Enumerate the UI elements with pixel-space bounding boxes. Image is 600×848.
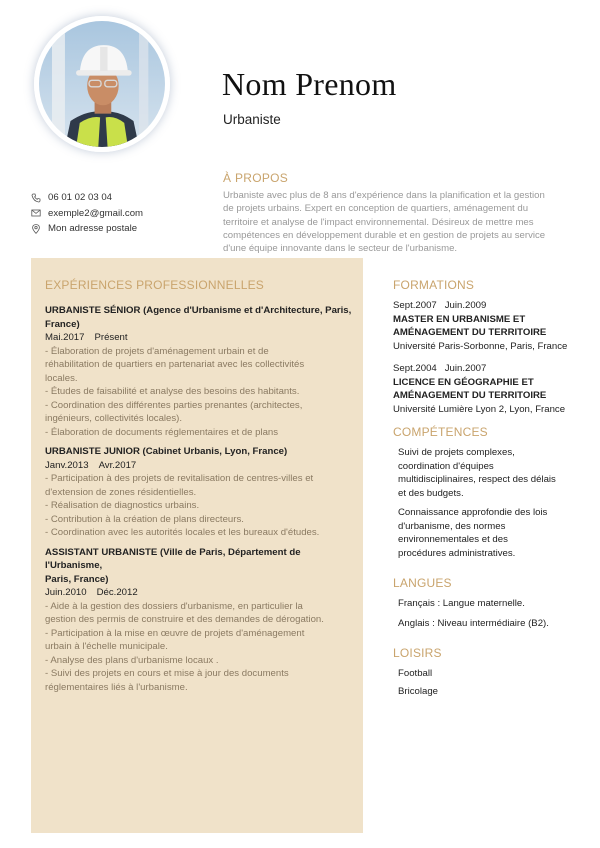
skill-item: [393, 446, 578, 500]
contact-email: [30, 206, 143, 222]
degree-title: AMÉNAGEMENT DU TERRITOIRE: [393, 390, 547, 401]
experience-line: locales.: [45, 372, 78, 384]
skills-heading: COMPÉTENCES: [393, 425, 488, 439]
end-date: Juin.2007: [444, 363, 487, 374]
experience-line: - Contribution à la création de plans directeurs.: [45, 513, 244, 525]
experience-item: [45, 445, 355, 540]
experience-dates: [45, 331, 355, 345]
end-date: Déc.2012: [96, 587, 138, 598]
education-dates: [393, 299, 578, 313]
experience-item: [45, 304, 355, 439]
end-date: Présent: [94, 332, 128, 343]
language-item: Français : Langue maternelle.: [398, 598, 525, 609]
language-item: Anglais : Niveau intermédiaire (B2).: [398, 617, 549, 629]
location-pin-icon: [30, 223, 42, 235]
skill-line: et des budgets.: [398, 487, 464, 499]
experience-line: - Études de faisabilité et analyse des besoins des habitants.: [45, 386, 300, 397]
experience-line: - Réalisation de diagnostics urbains.: [45, 500, 200, 511]
degree-title: AMÉNAGEMENT DU TERRITOIRE: [393, 327, 547, 338]
about-text: [223, 189, 573, 255]
candidate-name: Nom Prenom: [222, 66, 397, 102]
end-date: Avr.2017: [98, 459, 137, 471]
skill-line: procédures administratives.: [398, 547, 516, 559]
about-line: territoire et analyse de l'impact environnemental. Désireux de mettre mes: [223, 216, 534, 228]
profile-photo: [34, 16, 170, 152]
job-title: Urbaniste: [223, 112, 281, 127]
experience-line: gestion des permis de construire et des demandes de dérogation.: [45, 614, 324, 625]
experience-line: - Élaboration de projets d'aménagement urbain et de: [45, 345, 269, 357]
skill-line: d'urbanisme, des normes: [398, 520, 506, 532]
address-text: Mon adresse postale: [48, 223, 138, 235]
experience-panel: [31, 258, 363, 833]
experience-line: - Coordination des différentes parties prenantes (architectes,: [45, 399, 303, 411]
worker-portrait-image: [39, 21, 165, 147]
skill-line: coordination d'équipes: [398, 460, 494, 472]
start-date: Sept.2004: [393, 363, 437, 374]
experience-line: - Analyse des plans d'urbanisme locaux .: [45, 654, 219, 666]
experience-line: - Aide à la gestion des dossiers d'urbanisme, en particulier la: [45, 600, 303, 612]
school-name: Université Paris-Sorbonne, Paris, France: [393, 340, 568, 352]
experience-title: ASSISTANT URBANISTE (Ville de Paris, Département de l'Urbanisme,: [45, 546, 301, 571]
experience-line: - Élaboration de documents réglementaires et de plans: [45, 426, 279, 438]
education-dates: [393, 362, 578, 376]
contact-address: [30, 221, 143, 237]
experience-line: urbain à l'échelle municipale.: [45, 641, 168, 652]
degree-title: MASTER EN URBANISME ET: [393, 313, 526, 325]
experience-line: - Participation à des projets de revitalisation de centres-villes et: [45, 473, 314, 484]
experience-title: URBANISTE SÉNIOR (Agence d'Urbanisme et d'Architecture, Paris,: [45, 305, 352, 316]
about-line: de projets urbains. Expert en conception de quartiers, aménagement du: [223, 203, 529, 215]
skill-line: Connaissance approfondie des lois: [398, 507, 548, 518]
experience-list: [45, 304, 355, 700]
degree-title: LICENCE EN GÉOGRAPHIE ET: [393, 376, 534, 388]
experience-item: [45, 546, 355, 695]
experience-line: réglementaires liés à l'urbanisme.: [45, 681, 188, 693]
hobbies-heading: LOISIRS: [393, 646, 442, 660]
experience-line: d'extension de zones résidentielles.: [45, 486, 197, 498]
education-item: [393, 362, 578, 416]
skill-line: environnementales et des: [398, 534, 508, 545]
about-line: d'une équipe innovante dans le secteur de l'urbanisme.: [223, 243, 458, 255]
languages-heading: LANGUES: [393, 576, 452, 590]
email-text: exemple2@gmail.com: [48, 207, 144, 219]
hobby-item: Bricolage: [398, 685, 438, 697]
skill-line: Suivi de projets complexes,: [398, 447, 515, 458]
experience-line: - Coordination avec les autorités locales et les bureaux d'études.: [45, 527, 320, 538]
experience-dates: [45, 586, 355, 600]
education-heading: FORMATIONS: [393, 278, 475, 292]
start-date: Juin.2010: [45, 587, 87, 598]
contact-list: [30, 190, 143, 237]
experience-title: URBANISTE JUNIOR (Cabinet Urbanis, Lyon, France): [45, 446, 288, 457]
experience-title: Paris, France): [45, 573, 109, 585]
experience-line: - Participation à la mise en œuvre de projets d'aménagement: [45, 627, 305, 639]
experience-line: - Suivi des projets en cours et mise à jour des documents: [45, 668, 289, 679]
phone-icon: [30, 192, 42, 204]
skill-item: [393, 506, 578, 560]
experience-dates: [45, 459, 355, 473]
start-date: Sept.2007: [393, 300, 437, 311]
experience-line: ingénieurs, collectivités locales).: [45, 413, 183, 424]
about-heading: À PROPOS: [223, 171, 289, 185]
phone-text: 06 01 02 03 04: [48, 192, 113, 204]
hobby-item: Football: [398, 668, 433, 679]
start-date: Janv.2013: [45, 459, 89, 471]
school-name: Université Lumière Lyon 2, Lyon, France: [393, 403, 566, 415]
education-item: [393, 299, 578, 353]
experience-title: France): [45, 318, 80, 330]
end-date: Juin.2009: [444, 300, 487, 311]
about-line: compétences en développement durable et en gestion de projets au service: [223, 229, 546, 241]
experience-line: réhabilitation de quartiers en partenariat avec les collectivités: [45, 359, 305, 370]
contact-phone: [30, 190, 143, 206]
mail-icon: [30, 207, 42, 219]
start-date: Mai.2017: [45, 332, 85, 343]
about-line: Urbaniste avec plus de 8 ans d'expérience dans la planification et la gestion: [223, 190, 545, 201]
experience-heading: EXPÉRIENCES PROFESSIONNELLES: [45, 278, 264, 292]
right-column: [393, 278, 578, 702]
skill-line: multidisciplinaires, respect des délais: [398, 474, 556, 485]
